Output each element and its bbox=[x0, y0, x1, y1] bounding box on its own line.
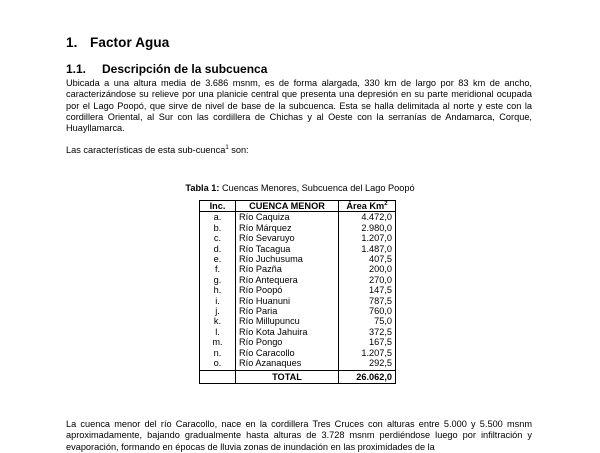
table-row bbox=[200, 244, 396, 254]
table-row bbox=[200, 233, 396, 243]
table-row bbox=[200, 223, 396, 233]
row-area: 1.207,0 bbox=[339, 233, 396, 243]
section-heading bbox=[66, 35, 169, 50]
row-area: 4.472,0 bbox=[339, 212, 396, 223]
total-empty-cell bbox=[200, 370, 236, 383]
row-name: Río Huanuni bbox=[236, 296, 339, 306]
row-area: 1.207,5 bbox=[339, 348, 396, 358]
table-row bbox=[200, 285, 396, 295]
table-row bbox=[200, 254, 396, 264]
table-row bbox=[200, 348, 396, 358]
row-area: 292,5 bbox=[339, 358, 396, 370]
row-area: 372,5 bbox=[339, 327, 396, 337]
header-area-text: Área Km bbox=[346, 201, 385, 211]
characteristics-text: Las características de esta sub-cuenca bbox=[66, 145, 226, 155]
row-name: Río Sevaruyo bbox=[236, 233, 339, 243]
row-inc: a. bbox=[200, 212, 236, 223]
row-name: Río Caquiza bbox=[236, 212, 339, 223]
table-caption-text: Cuencas Menores, Subcuenca del Lago Poopó bbox=[219, 183, 415, 193]
table-row bbox=[200, 358, 396, 370]
section-number: 1. bbox=[66, 35, 78, 50]
header-area-sup: 2 bbox=[384, 200, 388, 207]
row-inc: j. bbox=[200, 306, 236, 316]
row-inc: i. bbox=[200, 296, 236, 306]
row-name: Río Márquez bbox=[236, 223, 339, 233]
row-inc: b. bbox=[200, 223, 236, 233]
row-name: Río Pongo bbox=[236, 337, 339, 347]
table-body bbox=[200, 212, 396, 370]
row-name: Río Juchusuma bbox=[236, 254, 339, 264]
table-row bbox=[200, 296, 396, 306]
row-area: 270,0 bbox=[339, 275, 396, 285]
table-caption bbox=[0, 183, 600, 193]
row-inc: g. bbox=[200, 275, 236, 285]
subsection-heading bbox=[66, 62, 267, 76]
subsection-title: Descripción de la subcuenca bbox=[102, 62, 268, 76]
row-inc: h. bbox=[200, 285, 236, 295]
row-area: 407,5 bbox=[339, 254, 396, 264]
footnote-marker[interactable]: 1 bbox=[225, 144, 229, 151]
row-area: 167,5 bbox=[339, 337, 396, 347]
row-area: 787,5 bbox=[339, 296, 396, 306]
header-inc: Inc. bbox=[200, 201, 236, 212]
characteristics-suffix: son: bbox=[228, 145, 249, 155]
row-name: Río Millupuncu bbox=[236, 316, 339, 326]
table-row bbox=[200, 337, 396, 347]
row-inc: l. bbox=[200, 327, 236, 337]
row-inc: m. bbox=[200, 337, 236, 347]
table-row bbox=[200, 306, 396, 316]
row-name: Río Azanaques bbox=[236, 358, 339, 370]
table-row bbox=[200, 264, 396, 274]
row-area: 200,0 bbox=[339, 264, 396, 274]
row-inc: d. bbox=[200, 244, 236, 254]
row-name: Río Tacagua bbox=[236, 244, 339, 254]
row-name: Río Poopó bbox=[236, 285, 339, 295]
row-name: Río Antequera bbox=[236, 275, 339, 285]
section-title: Factor Agua bbox=[90, 35, 170, 50]
table-row bbox=[200, 275, 396, 285]
row-inc: k. bbox=[200, 316, 236, 326]
subsection-number: 1.1. bbox=[66, 62, 87, 76]
row-area: 1.487,0 bbox=[339, 244, 396, 254]
row-name: Río Kota Jahuira bbox=[236, 327, 339, 337]
total-row bbox=[200, 370, 396, 383]
table-row bbox=[200, 212, 396, 223]
header-area bbox=[339, 201, 396, 212]
row-name: Río Paria bbox=[236, 306, 339, 316]
row-name: Río Pazña bbox=[236, 264, 339, 274]
table-caption-label: Tabla 1: bbox=[185, 183, 220, 193]
table-row bbox=[200, 316, 396, 326]
total-label: TOTAL bbox=[236, 370, 339, 383]
description-paragraph: Ubicada a una altura media de 3.686 msnm, es de forma alargada, 330 km de largo por 83 km de ancho, caracterizándose su relieve por una planicie central que presenta una depresión en su parte meridional ocupada por el Lago Poopó, que sirve de nivel de base de la subcuenca. Esta se halla delimitada al norte y este con la cordillera Oriental, al Sur con las cordillera de Chichas y al Oeste con la serranías de Andamarca, Corque, Huayllamarca. bbox=[66, 78, 532, 134]
header-name: CUENCA MENOR bbox=[236, 201, 339, 212]
row-area: 2.980,0 bbox=[339, 223, 396, 233]
total-value: 26.062,0 bbox=[339, 370, 396, 383]
subbasin-table bbox=[199, 200, 396, 384]
row-inc: n. bbox=[200, 348, 236, 358]
row-area: 760,0 bbox=[339, 306, 396, 316]
row-name: Río Caracollo bbox=[236, 348, 339, 358]
row-inc: c. bbox=[200, 233, 236, 243]
table-row bbox=[200, 327, 396, 337]
row-area: 147,5 bbox=[339, 285, 396, 295]
row-inc: e. bbox=[200, 254, 236, 264]
characteristics-paragraph bbox=[66, 145, 532, 156]
table-header-row bbox=[200, 201, 396, 212]
row-inc: f. bbox=[200, 264, 236, 274]
caracollo-paragraph: La cuenca menor del río Caracollo, nace en la cordillera Tres Cruces con alturas entre 5.000 y 5.500 msnm aproximadamente, bajando gradualmente hasta alturas de 3.728 msnm perdiéndose luego por infiltración y evaporación, formando en épocas de lluvia zonas de inundación en las proximidades de la bbox=[66, 419, 532, 452]
row-area: 75,0 bbox=[339, 316, 396, 326]
row-inc: o. bbox=[200, 358, 236, 370]
